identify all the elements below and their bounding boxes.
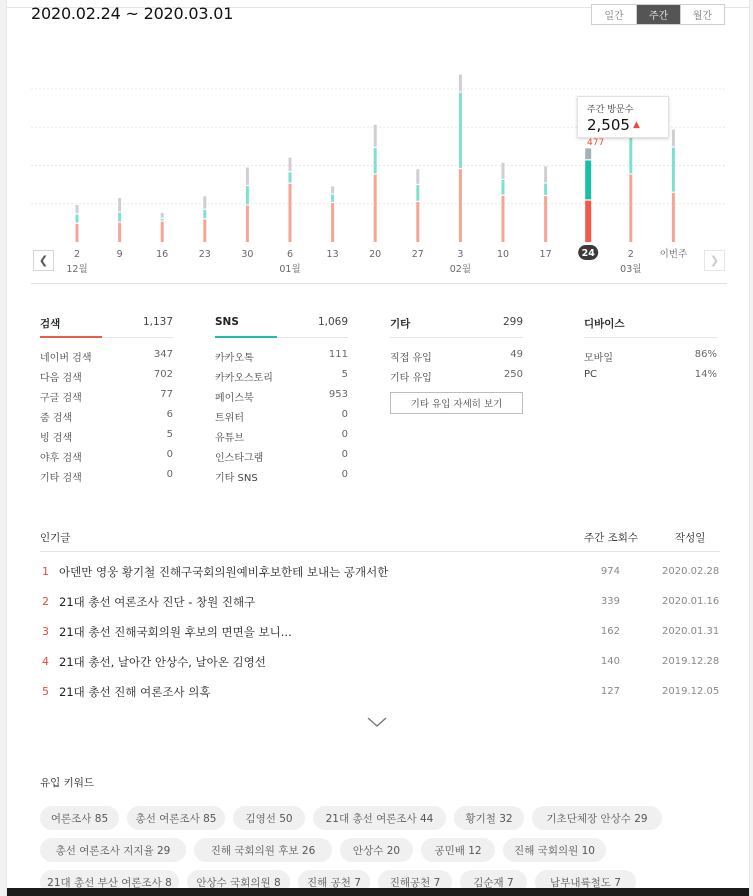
keyword-chip[interactable]: 황기철 32 (454, 806, 524, 830)
keyword-chip[interactable]: 진해공천 7 (378, 870, 452, 894)
stat-search (40, 316, 173, 489)
list-item: 구글 검색 77 (40, 389, 173, 404)
post-rank: 1 (42, 565, 49, 578)
tick-label: 27 (411, 249, 424, 260)
list-item: 카카오스토리 5 (215, 369, 348, 384)
stat-etc (390, 316, 523, 389)
post-date: 2020.02.28 (662, 566, 720, 577)
keyword-chip[interactable]: 기초단체장 안상수 29 (532, 806, 662, 830)
stat-device (584, 316, 717, 389)
list-item: 빙 검색 5 (40, 429, 173, 444)
tick-label: 17 (539, 249, 552, 260)
list-item: 카카오톡 111 (215, 349, 348, 364)
post-title[interactable]: 21대 총선 진해 여론조사 의혹 (59, 685, 211, 699)
list-item: 모바일 86% (584, 349, 717, 364)
bar-segment (203, 196, 206, 208)
etc-detail-button[interactable]: 기타 유입 자세히 보기 (390, 392, 523, 414)
tick-label: 9 (116, 249, 123, 260)
keyword-chip[interactable]: 21대 총선 부산 여론조사 8 (40, 870, 179, 894)
bar-segment (416, 185, 419, 201)
keyword-chip[interactable]: 여론조사 85 (40, 806, 119, 830)
table-row[interactable] (40, 623, 720, 643)
bar-segment (331, 186, 334, 193)
list-item: 트위터 0 (215, 409, 348, 424)
tooltip-label: 주간 방문수 (587, 105, 634, 115)
tick-label: 13 (326, 249, 339, 260)
post-title[interactable]: 아덴만 영웅 황기철 진해구국회의원예비후보한테 보내는 공개서한 (59, 565, 389, 579)
bar-segment (629, 175, 632, 242)
list-item: 인스타그램 0 (215, 449, 348, 464)
list-item: 기타 유입 250 (390, 369, 523, 384)
bar-segment (416, 202, 419, 242)
chevron-left-icon: ❮ (38, 254, 49, 267)
date-range: 2020.02.24 ~ 2020.03.01 (31, 4, 234, 23)
bar-segment (118, 198, 121, 211)
table-row[interactable] (40, 593, 720, 613)
stat-sns-header (215, 316, 348, 338)
stat-search-title: 검색 (40, 318, 61, 330)
bar-segment (246, 186, 249, 204)
bar-segment (246, 167, 249, 184)
bar-segment (672, 193, 675, 242)
stat-search-accent (40, 336, 102, 338)
post-rank: 4 (42, 655, 49, 668)
tick-label: 2 (73, 249, 81, 260)
tooltip-value: 2,505 (587, 116, 630, 134)
bar-segment (203, 210, 206, 218)
stat-device-title: 디바이스 (584, 318, 625, 330)
stat-device-header (584, 316, 717, 338)
post-rank: 5 (42, 685, 49, 698)
list-item: PC 14% (584, 369, 717, 380)
tooltip-value-row (587, 116, 659, 152)
bar-segment (161, 213, 164, 218)
tick-label: 30 (241, 249, 254, 260)
bar-segment (416, 169, 419, 184)
tick-label: 3 (457, 249, 464, 260)
keyword-chip[interactable]: 김순재 7 (460, 870, 527, 894)
bar-segment (544, 166, 547, 182)
chart-bottom-divider (31, 283, 727, 284)
popular-header (40, 528, 720, 552)
list-item: 네이버 검색 347 (40, 349, 173, 364)
bar-segment (374, 125, 377, 147)
bar-segment (544, 196, 547, 242)
bar-segment (502, 180, 505, 195)
stat-etc-total: 299 (502, 316, 523, 328)
bar-segment (118, 223, 121, 242)
keyword-chip[interactable]: 공민배 12 (421, 838, 495, 862)
popular-title: 인기글 (40, 532, 71, 544)
list-item: 유튜브 0 (215, 429, 348, 444)
bar-segment (374, 148, 377, 174)
table-row[interactable] (40, 563, 720, 583)
bar-segment (672, 130, 675, 147)
bar-segment (76, 205, 79, 213)
keyword-chip[interactable]: 21대 총선 여론조사 44 (313, 806, 446, 830)
bar-segment (544, 184, 547, 195)
list-item: 야후 검색 0 (40, 449, 173, 464)
keyword-chip[interactable]: 안상수 20 (340, 838, 413, 862)
bar-segment (374, 175, 377, 242)
chart-prev-button[interactable] (33, 250, 54, 271)
month-label: 02월 (449, 264, 472, 275)
keyword-chip[interactable]: 남부내륙철도 7 (535, 870, 636, 894)
keyword-chip[interactable]: 총선 여론조사 85 (127, 806, 225, 830)
bar-segment (585, 160, 591, 199)
tick-label: 16 (156, 249, 169, 260)
post-views: 339 (600, 596, 620, 607)
bar-segment (502, 196, 505, 242)
post-views: 140 (600, 656, 620, 667)
month-label: 01월 (279, 264, 301, 275)
post-views: 974 (600, 566, 620, 577)
stat-sns (215, 316, 348, 489)
chevron-right-icon: ❯ (709, 254, 720, 267)
bar-segment (161, 222, 164, 242)
stat-etc-header (390, 316, 523, 338)
stat-search-total: 1,137 (142, 316, 173, 328)
tab-weekly[interactable]: 주간 (636, 5, 680, 24)
bar-segment (459, 169, 462, 242)
bar-segment (76, 224, 79, 242)
keyword-chip[interactable]: 진해 국회의원 10 (503, 838, 606, 862)
chevron-down-icon[interactable] (365, 714, 389, 730)
bar-segment (585, 201, 591, 242)
month-label: 12월 (66, 264, 88, 275)
tick-label: 24 (581, 248, 595, 259)
bar-segment (289, 184, 292, 242)
list-item: 기타 검색 0 (40, 469, 173, 484)
bar-segment (502, 163, 505, 179)
bar-segment (289, 172, 292, 182)
post-title[interactable]: 21대 총선 진해국회의원 후보의 면면을 보니... (59, 625, 292, 639)
post-date: 2019.12.05 (662, 686, 720, 697)
tick-label: 10 (496, 249, 510, 260)
keyword-chip[interactable]: 김영선 50 (233, 806, 305, 830)
bar-segment (672, 148, 675, 192)
chart-tooltip (577, 96, 669, 148)
popular-col-date: 작성일 (675, 532, 706, 544)
chart-next-button[interactable] (704, 250, 725, 271)
keyword-chip[interactable]: 진해 공천 7 (298, 870, 370, 894)
list-item: 기타 SNS 0 (215, 469, 348, 484)
popular-col-views: 주간 조회수 (584, 532, 639, 544)
tick-label: 20 (369, 249, 382, 260)
bar-segment (246, 206, 249, 242)
post-rank: 2 (42, 595, 49, 608)
tick-label: 2 (627, 249, 634, 260)
table-row[interactable] (40, 683, 720, 703)
list-item: 직접 유입 49 (390, 349, 523, 364)
post-date: 2019.12.28 (662, 656, 720, 667)
tab-daily[interactable]: 일간 (592, 5, 636, 24)
tab-monthly[interactable]: 월간 (680, 5, 724, 24)
stat-search-header (40, 316, 173, 338)
bar-segment (331, 203, 334, 242)
list-item: 줌 검색 6 (40, 409, 173, 424)
post-date: 2020.01.31 (662, 626, 720, 637)
post-views: 162 (600, 626, 620, 637)
table-row[interactable] (40, 653, 720, 673)
bar-segment (203, 219, 206, 242)
list-item: 다음 검색 702 (40, 369, 173, 384)
post-views: 127 (600, 686, 620, 697)
bar-segment (161, 219, 164, 220)
keyword-chip[interactable]: 총선 여론조사 지지율 29 (40, 838, 186, 862)
keyword-chip[interactable]: 진해 국회의원 후보 26 (194, 838, 332, 862)
bar-segment (289, 158, 292, 171)
keywords-title: 유입 키워드 (40, 777, 95, 789)
bar-segment (331, 195, 334, 202)
stat-sns-title: SNS (215, 316, 239, 328)
bar-segment (76, 215, 79, 223)
stat-sns-accent (215, 336, 277, 338)
post-rank: 3 (42, 625, 49, 638)
tick-label: 이번주 (659, 249, 688, 260)
stats-panel (6, 0, 750, 896)
keyword-chip[interactable]: 안상수 국회의원 8 (187, 870, 290, 894)
post-title[interactable]: 21대 총선, 날아간 안상수, 날아온 김영선 (59, 655, 266, 669)
post-date: 2020.01.16 (662, 596, 720, 607)
bottom-bar (7, 888, 750, 896)
tooltip-delta: ▲ 477 (587, 120, 640, 148)
post-title[interactable]: 21대 총선 여론조사 진단 - 창원 진해구 (59, 595, 256, 609)
stat-etc-title: 기타 (390, 318, 411, 330)
month-label: 03월 (620, 264, 642, 275)
list-item: 페이스북 953 (215, 389, 348, 404)
bar-segment (459, 75, 462, 92)
bar-segment (459, 93, 462, 168)
stat-sns-total: 1,069 (317, 316, 348, 328)
tick-label: 6 (286, 249, 294, 260)
tick-label: 23 (198, 249, 211, 260)
bar-segment (118, 213, 121, 222)
